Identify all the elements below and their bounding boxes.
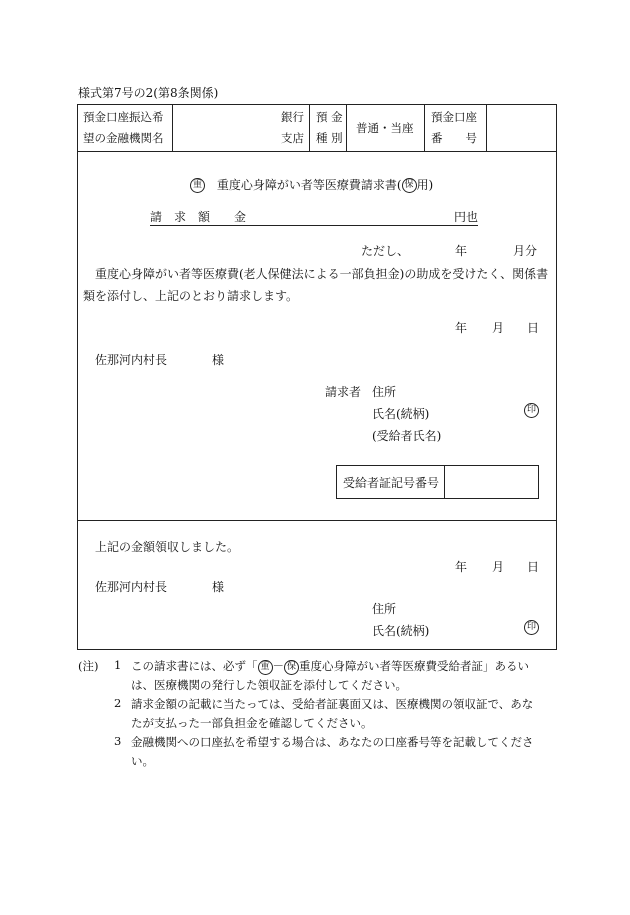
branch-suffix: 支店: [281, 131, 304, 145]
header-divider-3: [346, 104, 347, 152]
header-divider-4: [424, 104, 425, 152]
body-text-line1: 重度心身障がい者等医療費(老人保健法による一部負担金)の助成を受けたく、関係書: [95, 267, 549, 281]
note2-number: 2: [114, 696, 122, 710]
name-label2[interactable]: 氏名(続柄): [372, 624, 430, 638]
header-divider-5: [486, 104, 487, 152]
certificate-divider: [444, 466, 445, 498]
header-row-bottom: [77, 151, 557, 152]
note3-line1: 金融機関への口座払を希望する場合は、あなたの口座番号等を記載してくださ: [131, 735, 534, 749]
claim-amount-unit: 円也: [453, 210, 478, 224]
header-divider-1: [172, 104, 173, 152]
certificate-label: 受給者証記号番号: [343, 476, 440, 490]
addressee2: 佐那河内村長: [95, 580, 168, 594]
deposit-type-line1: 預 金: [316, 110, 343, 124]
title-text: 重度心身障がい者等医療費請求書(: [216, 178, 402, 192]
seal2-mark: [524, 620, 539, 635]
seal2-text: 印: [524, 620, 539, 635]
seal1-mark: [524, 403, 539, 418]
name-label1[interactable]: 氏名(続柄): [372, 407, 430, 421]
claim-amount-label: 請 求 額 金: [150, 210, 247, 224]
note1-line1: [131, 658, 529, 675]
seal1-text: 印: [524, 403, 539, 418]
period-year: 年: [455, 244, 468, 258]
note1-circled-ho: 保: [284, 660, 299, 675]
claim-amount-line[interactable]: [150, 208, 478, 226]
account-label-line2: 番 号: [431, 131, 477, 145]
address-label1[interactable]: 住所: [372, 385, 397, 399]
note3-line2: い。: [131, 754, 154, 768]
period-prefix: ただし、: [361, 244, 410, 258]
title-suffix: 用): [416, 178, 434, 192]
honorific2: 様: [212, 580, 225, 594]
claimant-label: 請求者: [325, 385, 362, 399]
note3-number: 3: [114, 734, 122, 748]
certificate-box: [336, 465, 539, 499]
bank-label-line2: 望の金融機関名: [83, 131, 164, 145]
note2-line1: 請求金額の記載に当たっては、受給者証裏面又は、医療機関の領収証で、あな: [131, 697, 534, 711]
note2-line2: たが支払った一部負担金を確認してください。: [131, 716, 373, 730]
date2-day: 日: [527, 560, 540, 574]
frame-bottom: [77, 649, 557, 650]
date1-year: 年: [455, 321, 468, 335]
body-text-line2: 類を添付し、上記のとおり請求します。: [83, 289, 299, 303]
address-label2[interactable]: 住所: [372, 602, 397, 616]
notes-label: (注): [78, 659, 99, 673]
honorific1: 様: [212, 353, 225, 367]
form-number: 様式第7号の2(第8条関係): [78, 86, 219, 100]
date1-day: 日: [527, 321, 540, 335]
header-divider-2: [309, 104, 310, 152]
date2-month: 月: [492, 560, 505, 574]
frame-top: [77, 104, 557, 105]
note1-text-a: この請求書には、必ず「: [131, 659, 258, 673]
note1-text-b: 重度心身障がい者等医療費受給者証」あるい: [299, 659, 529, 673]
note1-line2: は、医療機関の発行した領収証を添付してください。: [131, 678, 407, 692]
recipient-name-label: (受給者氏名): [372, 429, 442, 443]
deposit-options[interactable]: 普通・当座: [356, 121, 414, 135]
account-label-line1: 預金口座: [431, 110, 477, 124]
form-title: [190, 176, 433, 193]
bank-suffix: 銀行: [281, 110, 304, 124]
note1-dash: －: [272, 659, 284, 673]
circled-ju-mark: 重: [190, 178, 205, 193]
circled-ho-mark: 保: [402, 178, 417, 193]
frame-left: [77, 104, 78, 650]
addressee1: 佐那河内村長: [95, 353, 168, 367]
receipt-text: 上記の金額領収しました。: [95, 540, 240, 554]
period-month: 月分: [513, 244, 538, 258]
deposit-type-line2: 種 別: [316, 131, 343, 145]
note1-number: 1: [114, 658, 122, 672]
date1-month: 月: [492, 321, 505, 335]
frame-right: [556, 104, 557, 650]
date2-year: 年: [455, 560, 468, 574]
note1-circled-ju: 重: [258, 660, 273, 675]
bank-label-line1: 預金口座振込希: [83, 110, 164, 124]
section-divider: [77, 520, 557, 521]
